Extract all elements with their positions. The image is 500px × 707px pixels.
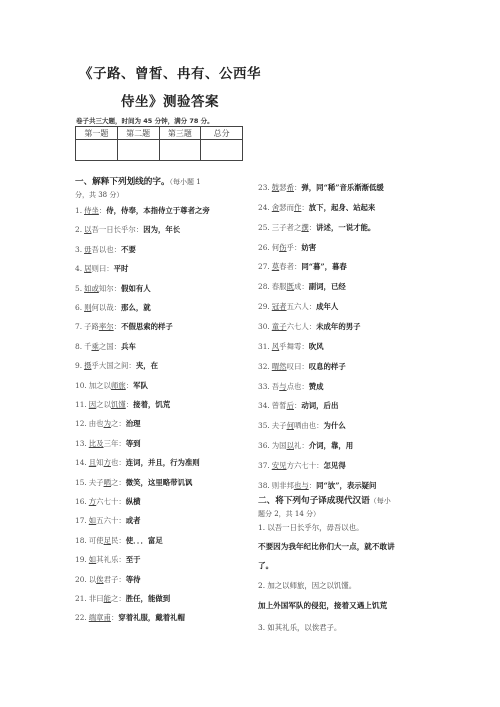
vocab-item (75, 419, 141, 429)
vocab-target: 如 (88, 555, 97, 565)
vocab-item (258, 282, 346, 292)
doc-title-line-1: 《子路、曾皙、冉有、公西华 (79, 66, 261, 82)
vocab-phrase-post: 五六人： (286, 302, 317, 312)
vocab-number: 20. (75, 574, 87, 584)
vocab-target: 摄 (84, 361, 92, 371)
vocab-answer: 兵车 (121, 341, 136, 351)
translation-2-answer: 加上外国军队的侵犯，接着又遇上饥荒 (258, 601, 388, 610)
vocab-phrase-post: 五六十： (96, 516, 126, 526)
vocab-phrase-pre: 非曰 (88, 594, 104, 603)
vocab-number: 10. (75, 380, 87, 390)
vocab-phrase-post: 方六七十： (286, 460, 324, 470)
vocab-item (258, 461, 346, 471)
vocab-target: 莫 (271, 262, 280, 272)
vocab-target: 哂 (103, 477, 111, 487)
score-cell-q3[interactable] (159, 140, 201, 161)
score-header-q2: 第二题 (117, 127, 159, 140)
vocab-phrase-post: ： (98, 206, 107, 215)
vocab-number: 29. (258, 302, 270, 312)
vocab-target-2: 方 (103, 458, 111, 468)
vocab-phrase-post: 春者： (279, 262, 302, 272)
vocab-number: 4. (75, 264, 83, 274)
vocab-number: 38. (258, 480, 270, 490)
vocab-phrase-post: 知尔： (98, 283, 122, 293)
vocab-answer: 微笑，这里略带讥讽 (125, 477, 193, 487)
vocab-number: 9. (75, 361, 83, 371)
vocab-number: 35. (258, 421, 270, 431)
vocab-item (75, 613, 185, 623)
vocab-item (258, 223, 375, 233)
vocab-answer: 至于 (125, 555, 141, 565)
vocab-item (258, 342, 324, 352)
vocab-target: 乘 (91, 341, 99, 351)
vocab-number: 19. (75, 555, 87, 565)
vocab-target-2: 希 (286, 183, 294, 192)
vocab-target-2: 作 (293, 202, 302, 212)
vocab-target: 俟 (96, 574, 104, 584)
vocab-phrase-pre: 则非邦 (271, 480, 294, 490)
vocab-answer: 叹息的样子 (308, 361, 346, 371)
vocab-target: 冠者 (271, 302, 287, 312)
vocab-item (75, 381, 148, 391)
vocab-item (75, 342, 136, 352)
score-header-q1: 第一题 (76, 127, 118, 140)
vocab-number: 31. (258, 341, 270, 351)
vocab-answer: 因为，年长 (143, 225, 181, 235)
vocab-item (75, 497, 141, 507)
vocab-target-2: 饥馑 (110, 400, 126, 409)
vocab-number: 17. (75, 516, 87, 526)
translation-3-source: 3. 如其礼乐，以俟君子。 (258, 623, 342, 632)
vocab-phrase-post: 瑟 (279, 183, 287, 192)
vocab-number: 13. (75, 438, 87, 448)
vocab-target: 且 (88, 458, 97, 468)
vocab-number: 36. (258, 441, 270, 451)
vocab-item (75, 458, 200, 468)
vocab-number: 12. (75, 419, 87, 429)
vocab-item (75, 245, 136, 255)
vocab-answer: 为什么 (323, 421, 346, 431)
vocab-answer: 接着，饥荒 (133, 400, 171, 409)
vocab-target: 率尔 (98, 322, 114, 332)
vocab-phrase-post: 吾以也： (91, 244, 122, 254)
vocab-phrase-pre: 为国 (271, 441, 287, 451)
vocab-item (75, 225, 180, 235)
vocab-target: 端章甫 (88, 613, 111, 623)
vocab-answer: 不假思索的样子 (121, 322, 173, 332)
vocab-target: 为 (103, 419, 111, 429)
vocab-item (75, 264, 128, 274)
vocab-phrase-post: 何以哉： (91, 303, 122, 312)
vocab-item (75, 575, 141, 585)
vocab-target: 撰 (301, 222, 309, 232)
vocab-phrase-pre: 曾皙 (271, 401, 287, 411)
vocab-phrase-pre: 何 (271, 242, 280, 252)
vocab-answer: 同“暮”，暮春 (301, 262, 347, 272)
translation-2-source: 2. 加之以师旅，因之以饥馑。 (258, 581, 357, 590)
vocab-answer: 等到 (125, 438, 141, 448)
vocab-phrase-pre: 夫子 (271, 421, 287, 431)
vocab-phrase-pre: 千 (84, 341, 92, 351)
vocab-phrase-post: ： (308, 222, 317, 232)
vocab-number: 37. (258, 460, 270, 470)
vocab-answer: 治理 (125, 419, 141, 429)
vocab-phrase-post: 点也： (286, 381, 309, 391)
score-table-blank-row (76, 140, 243, 161)
vocab-target: 既 (286, 282, 294, 292)
vocab-phrase-post: 瑟而 (279, 202, 294, 212)
vocab-target: 也与 (293, 480, 309, 490)
vocab-answer: 赞成 (308, 381, 324, 391)
vocab-phrase-post: 乎大国之间： (91, 361, 136, 371)
vocab-item (75, 284, 151, 294)
vocab-phrase-pre: 加之以 (88, 380, 111, 390)
vocab-phrase-post: 叹曰： (286, 361, 309, 371)
vocab-target: 方 (88, 497, 97, 506)
vocab-phrase-pre: 春服 (271, 282, 287, 292)
vocab-phrase-post: 之以 (96, 400, 111, 409)
vocab-phrase-post: ： (110, 613, 119, 623)
vocab-phrase-post: 乎舞雩： (279, 341, 309, 351)
vocab-answer: 纵横 (125, 497, 141, 506)
vocab-number: 22. (75, 613, 87, 623)
vocab-answer: 弹，同“稀”音乐渐渐低缓 (301, 183, 384, 192)
vocab-answer: 介词，靠，用 (308, 441, 354, 451)
vocab-phrase-post: 则曰： (91, 264, 114, 274)
vocab-answer: 吹风 (308, 341, 324, 351)
vocab-phrase-post-2: ： (293, 183, 302, 192)
vocab-phrase-post-2: ： (125, 400, 134, 409)
vocab-phrase-post: 之： (110, 477, 126, 487)
vocab-phrase-post: 六七人： (286, 321, 317, 331)
vocab-answer: 胜任，能做到 (125, 594, 171, 603)
vocab-phrase-post: 成： (293, 282, 309, 292)
section-1-note-2: 分，共 38 分） (75, 191, 124, 199)
vocab-phrase-pre: 子路 (84, 322, 99, 332)
vocab-number: 14. (75, 458, 87, 468)
vocab-number: 32. (258, 361, 270, 371)
vocab-answer: 妨害 (301, 242, 317, 252)
score-cell-q1[interactable] (76, 140, 118, 161)
vocab-phrase-post: 礼： (293, 441, 309, 451)
vocab-phrase-post: 君子： (103, 574, 126, 584)
vocab-number: 33. (258, 381, 270, 391)
vocab-target: 与 (279, 381, 287, 391)
vocab-target: 以 (286, 441, 294, 451)
vocab-phrase-post: 民： (110, 535, 126, 545)
vocab-phrase-pre: 三子者之 (271, 222, 302, 232)
vocab-phrase-post: 哂由也： (293, 421, 324, 431)
section-1-title: 一、解释下列划线的字。 (75, 177, 170, 187)
vocab-answer: 使．．．富足 (125, 535, 163, 545)
vocab-number: 23. (258, 183, 270, 192)
vocab-phrase-post: 之： (110, 594, 126, 603)
vocab-item (75, 400, 170, 410)
translation-1-answer-line-2: 了。 (258, 561, 274, 570)
vocab-answer: 那么，就 (121, 303, 151, 312)
vocab-answer: 假如有人 (121, 283, 151, 293)
vocab-item (258, 382, 324, 392)
vocab-phrase-pre: 吾 (271, 381, 280, 391)
vocab-item (258, 362, 346, 372)
vocab-phrase-post-2: ： (301, 202, 309, 212)
vocab-number: 5. (75, 283, 83, 293)
vocab-answer: 穿着礼服，戴着礼帽 (118, 613, 185, 623)
vocab-number: 16. (75, 497, 87, 506)
vocab-item (75, 536, 163, 546)
vocab-answer: 不要 (121, 244, 136, 254)
vocab-target: 师旅 (110, 380, 126, 390)
vocab-target: 以 (84, 225, 92, 235)
vocab-number: 15. (75, 477, 87, 487)
vocab-target: 安见 (271, 460, 287, 470)
vocab-number: 30. (258, 321, 270, 331)
score-cell-total[interactable] (201, 140, 243, 161)
vocab-answer: 夹，在 (135, 361, 159, 371)
vocab-phrase-post: 六七十： (96, 497, 126, 506)
vocab-item (258, 421, 346, 431)
vocab-phrase-post: 知 (96, 458, 104, 468)
vocab-answer: 成年人 (316, 302, 339, 312)
vocab-item (258, 302, 338, 312)
vocab-answer: 同“欤”，表示疑问 (316, 480, 377, 490)
vocab-target: 鼓 (271, 183, 280, 192)
vocab-number: 24. (258, 202, 270, 212)
vocab-number: 3. (75, 244, 83, 254)
vocab-phrase-post: ： (113, 322, 122, 332)
vocab-target: 毋 (84, 244, 92, 254)
vocab-phrase-post: ： (293, 401, 302, 411)
vocab-number: 11. (75, 400, 87, 409)
vocab-phrase-pre: 可使 (88, 535, 104, 545)
vocab-answer: 军队 (133, 380, 148, 390)
vocab-phrase-pre: 夫子 (88, 477, 104, 487)
vocab-item (75, 478, 192, 488)
vocab-answer: 放下，起身、站起来 (308, 202, 376, 212)
vocab-target: 喟然 (271, 361, 287, 371)
vocab-item (75, 303, 151, 313)
vocab-answer: 未成年的男子 (316, 321, 361, 331)
vocab-number: 21. (75, 594, 87, 603)
vocab-target: 如或 (84, 283, 99, 293)
vocab-answer: 动词，后出 (301, 401, 339, 411)
vocab-target: 比及 (88, 438, 104, 448)
vocab-number: 26. (258, 242, 270, 252)
vocab-answer: 侍，侍奉，本指侍立于尊者之旁 (106, 206, 210, 215)
vocab-phrase-post: 之国： (98, 341, 122, 351)
vocab-item (75, 206, 210, 216)
vocab-phrase-post-2: 也： (110, 458, 126, 468)
vocab-number: 2. (75, 225, 83, 235)
exam-info: 卷子共三大题，时间为 45 分钟，满分 78 分。 (76, 117, 214, 125)
vocab-answer: 或者 (125, 516, 141, 526)
vocab-number: 7. (75, 322, 83, 332)
vocab-phrase-post: 其礼乐： (96, 555, 126, 565)
vocab-target: 童子 (271, 321, 287, 331)
vocab-target: 如 (88, 516, 97, 526)
vocab-target: 舍 (271, 202, 280, 212)
vocab-number: 8. (75, 341, 83, 351)
vocab-target: 居 (84, 264, 92, 274)
vocab-number: 25. (258, 222, 270, 232)
vocab-number: 6. (75, 303, 83, 312)
vocab-target: 侍坐 (84, 206, 99, 215)
vocab-target: 伤 (279, 242, 287, 252)
vocab-target: 因 (88, 400, 97, 409)
score-table (75, 126, 243, 161)
vocab-item (258, 243, 316, 253)
section-2-note-2: 题分 2，共 14 分） (258, 510, 321, 518)
vocab-target: 后 (286, 401, 294, 411)
vocab-target: 则 (84, 303, 92, 312)
vocab-item (75, 322, 173, 332)
vocab-item (258, 322, 361, 332)
section-2-heading (258, 495, 448, 521)
section-1-note: （每小题 1 (169, 178, 201, 186)
section-2-title: 二、将下列句子译成现代汉语 (258, 496, 370, 506)
vocab-phrase-post: 三年： (103, 438, 126, 448)
vocab-phrase-post: ： (125, 380, 134, 390)
translation-1-answer-line-1: 不要因为我年纪比你们大一点，就不敢讲 (258, 542, 395, 551)
vocab-item (258, 441, 353, 451)
vocab-item (258, 203, 375, 213)
vocab-answer: 平时 (113, 264, 129, 274)
section-2-note: （每小 (369, 497, 391, 505)
vocab-phrase-pre: 以 (88, 574, 97, 584)
vocab-phrase-post: 乎： (286, 242, 302, 252)
vocab-number: 27. (258, 262, 270, 272)
vocab-answer: 副词，已经 (308, 282, 346, 292)
vocab-item (258, 183, 384, 193)
vocab-item (258, 401, 338, 411)
vocab-number: 18. (75, 535, 87, 545)
score-table-header-row (76, 127, 243, 140)
vocab-item (75, 555, 141, 565)
vocab-target: 能 (103, 594, 111, 603)
vocab-phrase-pre: 由也 (88, 419, 104, 429)
vocab-phrase-post: ： (308, 480, 317, 490)
vocab-phrase-post: 吾一日长乎尔： (91, 225, 144, 235)
vocab-item (258, 262, 347, 272)
vocab-number: 1. (75, 206, 83, 215)
vocab-target: 风 (271, 341, 280, 351)
score-cell-q2[interactable] (117, 140, 159, 161)
doc-title-line-2: 侍坐》测验答案 (121, 94, 219, 110)
vocab-answer: 连词，并且，行为准则 (125, 458, 200, 468)
score-header-q3: 第三题 (159, 127, 201, 140)
vocab-target: 足 (103, 535, 111, 545)
vocab-answer: 讲述，一说才能。 (316, 222, 376, 232)
vocab-item (75, 594, 170, 604)
section-1-heading (75, 176, 255, 202)
score-header-total: 总分 (201, 127, 243, 140)
vocab-number: 28. (258, 282, 270, 292)
vocab-phrase-post: 之： (110, 419, 126, 429)
vocab-answer: 等待 (125, 574, 141, 584)
vocab-item (75, 516, 141, 526)
vocab-item (258, 481, 376, 491)
vocab-item (75, 439, 141, 449)
vocab-target: 何 (286, 421, 294, 431)
vocab-answer: 怎见得 (323, 460, 346, 470)
vocab-item (75, 361, 158, 371)
vocab-number: 34. (258, 401, 270, 411)
translation-1-source: 1. 以吾一日长乎尔，毋吾以也。 (258, 523, 364, 532)
